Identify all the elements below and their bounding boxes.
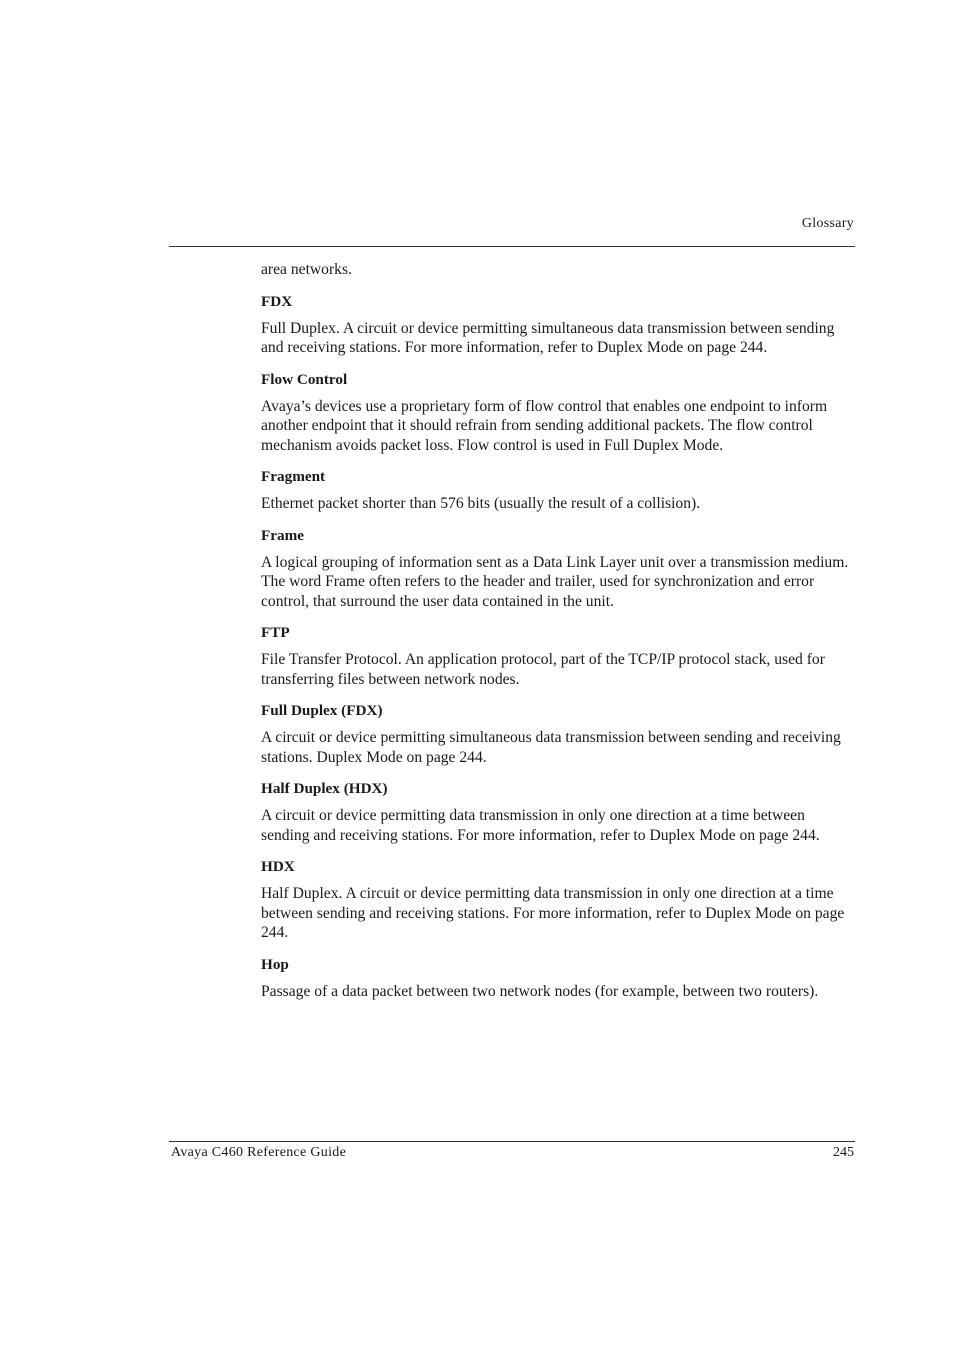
glossary-entry-ftp [261,623,857,689]
glossary-entry-fdx [261,292,857,358]
glossary-definition: Passage of a data packet between two network nodes (for example, between two routers). [261,982,819,1000]
glossary-definition: File Transfer Protocol. An application protocol, part of the TCP/IP protocol stack, used for transferring files between network nodes. [261,651,825,688]
glossary-definition: A logical grouping of information sent as a Data Link Layer unit over a transmission medium. The word Frame often refers to the header and trailer, used for synchronization and error control, that surround the user data contained in the unit. [261,553,849,610]
glossary-definition: Full Duplex. A circuit or device permitting simultaneous data transmission between sending and receiving stations. For more information, refer to Duplex Mode on page 244. [261,319,835,356]
footer-divider [169,1141,855,1142]
continuation-text: area networks. [261,261,352,278]
glossary-entry-frame [261,526,857,612]
glossary-term: Flow Control [261,370,348,388]
glossary-content [261,260,857,1001]
glossary-definition: A circuit or device permitting data transmission in only one direction at a time between sending and receiving stations. For more information, refer to Duplex Mode on page 244. [261,807,820,844]
glossary-term: Full Duplex (FDX) [261,702,383,719]
header-divider [169,246,855,247]
glossary-entry-hdx [261,857,857,943]
glossary-term: Hop [261,955,289,973]
glossary-entry-flow-control [261,370,857,456]
glossary-term: FTP [261,624,290,641]
glossary-term: Half Duplex (HDX) [261,780,388,797]
glossary-entry-fragment [261,467,857,514]
glossary-entry-full-duplex [261,701,857,767]
glossary-entry-half-duplex [261,779,857,845]
glossary-definition: Avaya’s devices use a proprietary form of flow control that enables one endpoint to inform another endpoint that it should refrain from sending additional packets. The flow control mechanism avoids packet loss. Flow control is used in Full Duplex Mode. [261,397,828,454]
page-header-section: Glossary [801,216,854,231]
glossary-entry-hop [261,955,857,1002]
glossary-definition: Half Duplex. A circuit or device permitting data transmission in only one direction at a time between sending and receiving stations. For more information, refer to Duplex Mode on page 244. [261,885,845,941]
glossary-term: FDX [261,292,293,310]
glossary-term: Frame [261,526,305,544]
footer-book-title: Avaya C460 Reference Guide [171,1145,347,1160]
glossary-term: HDX [261,858,295,875]
glossary-definition: A circuit or device permitting simultaneous data transmission between sending and receiving stations. Duplex Mode on page 244. [261,729,841,766]
glossary-term: Fragment [261,468,326,485]
footer-page-number: 245 [833,1145,854,1160]
glossary-definition: Ethernet packet shorter than 576 bits (usually the result of a collision). [261,495,701,512]
